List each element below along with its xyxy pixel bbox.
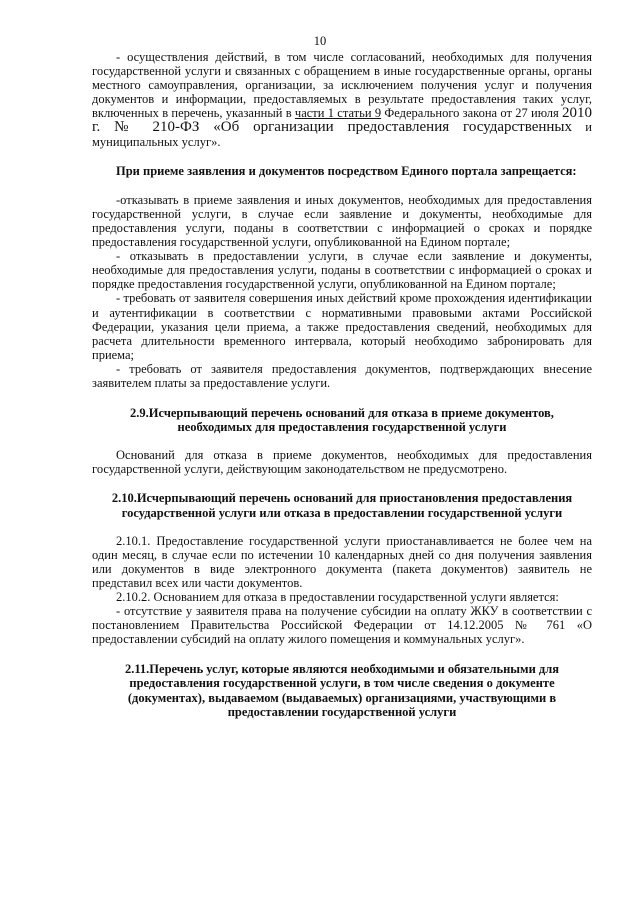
paragraph-actions-text: - осуществления действий, в том числе согласований, необходимых для получения государственной услуги и связанных с обращением в иные государственные органы, органы местного самоуправления, организации, за исключением получения услуг и получения документов и информации, предоставляемых в результате предоставления таких услуг, включенных в перечень, указанный в [92, 50, 592, 121]
section-2-10-heading: 2.10.Исчерпывающий перечень оснований для приостановления предоставления государственной услуги или отказа в предоставлении государственной услуги [111, 491, 573, 520]
section-2-11-heading: 2.11.Перечень услуг, которые являются необходимыми и обязательными для предоставления государственной услуги, в том числе сведения о документе (документах), выдаваемом (выдаваемых) организациями, участвующими в предоставлении государственной услуги [125, 662, 559, 719]
section-2-10-2: 2.10.2. Основанием для отказа в предоставлении государственной услуги является: [116, 590, 559, 604]
page-number: 10 [313, 34, 327, 48]
portal-item: - требовать от заявителя совершения иных действий кроме прохождения идентификации и аутентификации в соответствии с нормативными правовыми актами Российской Федерации, указания цели приема, а также предоставления сведений, необходимых для расчета длительности временного интервала, который необходимо забронировать для приема; [92, 291, 592, 362]
law-reference: 2010 г. № 210-ФЗ «Об организации предоставления государственных [92, 105, 593, 136]
law-article-link[interactable]: части 1 статьи 9 [294, 106, 382, 121]
paragraph-actions [92, 50, 592, 149]
section-2-9-text: Оснований для отказа в приеме документов, необходимых для предоставления государственной услуги, действующим законодательством не предусмотрено. [92, 448, 592, 477]
section-2-9-heading: 2.9.Исчерпывающий перечень оснований для отказа в приеме документов, необходимых для предоставления государственной услуги [130, 406, 554, 435]
portal-item: -отказывать в приеме заявления и иных документов, необходимых для предоставления государственной услуги, в случае если заявление и документы, необходимые для предоставления услуги, поданы в соответствии с информацией о сроках и порядке предоставления государственной услуги, опубликованной на Едином портале; [92, 192, 592, 250]
section-2-10-refusal-ground: - отсутствие у заявителя права на получение субсидии на оплату ЖКУ в соответствии с постановлением Правительства Российской Федерации от 14.12.2005 № 761 «О предоставлении субсидий на оплату жилого помещения и коммунальных услуг». [92, 604, 592, 647]
page-content [92, 50, 592, 719]
paragraph-actions-end: и муниципальных услуг». [92, 120, 592, 149]
section-2-10-1: 2.10.1. Предоставление государственной услуги приостанавливается не более чем на один месяц, в случае если по истечении 10 календарных дней со дня получения заявления или документов в виде электронного документа (пакета документов) заявитель не представил всех или части документов. [92, 533, 592, 590]
portal-item: - отказывать в предоставлении услуги, в случае если заявление и документы, необходимые для предоставления услуги, поданы в соответствии с информацией о сроках и порядке предоставления государственной услуги, опубликованной на Едином портале; [92, 249, 592, 292]
portal-item: - требовать от заявителя предоставления документов, подтверждающих внесение заявителем платы за предоставление услуги. [92, 361, 592, 390]
paragraph-actions-mid: Федерального закона от 27 июля [381, 106, 563, 121]
portal-heading: При приеме заявления и документов посредством Единого портала запрещается: [116, 163, 577, 178]
